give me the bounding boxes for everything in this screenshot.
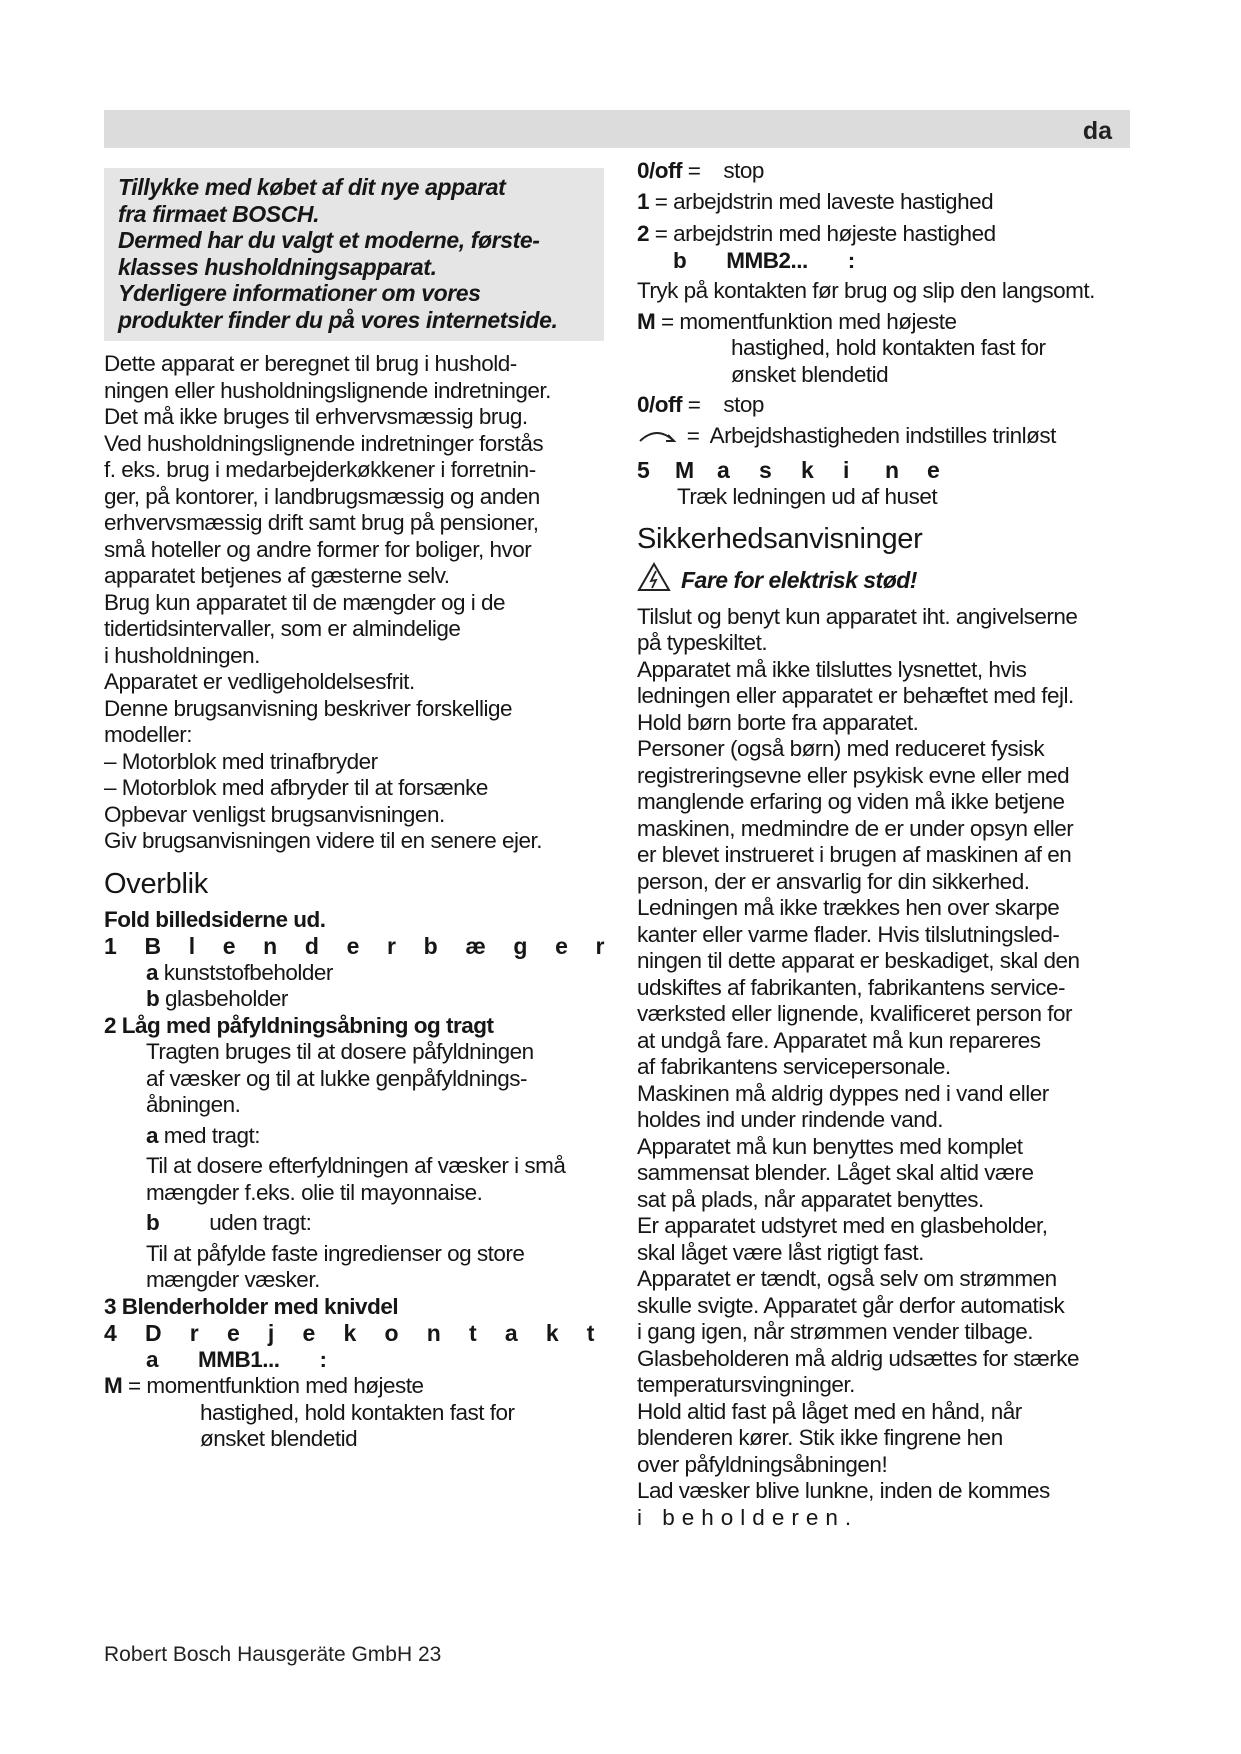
text-line: Denne brugsanvisning beskriver forskellige [104,695,512,721]
letter: B [144,933,161,959]
letter: b [423,933,438,959]
m-setting [637,309,1137,336]
text-line: manglende erfaring og viden må ikke betjene [637,789,1065,814]
text-line: holdes ind under rindende vand. [637,1107,943,1132]
colon: : [319,1346,327,1372]
text-line: Apparatet er tændt, også selv om strømmen [637,1266,1057,1291]
press-instruction: Tryk på kontakten før brug og slip den langsomt. [637,278,1095,303]
setting-text: = arbejdstrin med højeste hastighed [649,221,996,246]
text-line: Apparatet må kun benyttes med komplet [637,1133,1023,1159]
setting-text: = stop [682,392,764,417]
letter: e [927,457,940,483]
intro-box [104,168,604,341]
right-column [637,158,1137,1531]
setting-text: = Arbejdshastigheden indstilles trinløst [681,422,1056,448]
letter: e [222,933,236,959]
item-1-heading [104,933,604,960]
warning-text: Fare for elektrisk stød! [681,566,917,593]
letter: M [675,457,694,483]
text-line: er blevet instrueret i brugen af maskinen af en [637,842,1072,867]
intro-line: Tillykke med købet af dit nye apparat [118,174,506,200]
text-line: Det må ikke bruges til erhvervsmæssig brug. [104,404,528,429]
text-line: Hold altid fast på låget med en hånd, når [637,1398,1022,1424]
text-line: skulle svigte. Apparatet går derfor automatisk [637,1292,1065,1318]
sub-letter: b [673,247,687,273]
text-line: temperatursvingninger. [637,1372,855,1397]
text-line: Dette apparat er beregnet til brug i hushold- [104,351,517,376]
letter: n [885,457,899,483]
text-line: hastighed, hold kontakten fast for [731,335,1046,360]
intro-line: Dermed har du valgt et moderne, første- [118,227,540,253]
text-line: af væsker og til at lukke genpåfyldnings- [146,1065,527,1091]
setting-text: = momentfunktion med højeste [655,308,957,334]
sub-letter: a [146,1346,159,1372]
text-line: maskinen, medmindre de er under opsyn eller [637,815,1074,841]
item-2a [146,1123,604,1150]
item-number: 4 [104,1320,117,1346]
letter: g [513,933,527,959]
letter: e [555,933,568,959]
text-line: Glasbeholderen må aldrig udsættes for stærke [637,1345,1079,1371]
letter: j [267,1320,274,1346]
text-line: Apparatet må ikke tilsluttes lysnettet, hvis [637,656,1027,682]
text-line: sat på plads, når apparatet benyttes. [637,1186,984,1212]
text-line: skal låget være låst rigtigt fast. [637,1239,924,1265]
letter: n [426,1320,441,1346]
letter: a [717,457,730,483]
model-name: MMB2... [726,247,808,273]
setting-text: = arbejdstrin med laveste hastighed [649,188,994,214]
letter: r [387,933,396,959]
left-column [104,168,604,1453]
setting-label: M [104,1373,123,1398]
text-line: i gang igen, når strømmen vender tilbage. [637,1319,1033,1344]
letter: r [189,1320,199,1346]
safety-text [637,604,1137,1532]
warning-triangle-icon [637,562,681,598]
item-5-text: Træk ledningen ud af huset [677,483,938,509]
text-line: små hoteller og andre former for boliger, hvor [104,536,532,562]
text-line: f. eks. brug i medarbejderkøkkener i forretnin- [104,457,536,482]
text-line: i husholdningen. [104,642,260,668]
text-line: – Motorblok med trinafbryder [104,748,378,774]
text-line: på typeskiltet. [637,630,768,655]
overview-heading: Overblik [104,867,208,900]
text-line: blenderen kører. Stik ikke fingrene hen [637,1425,1003,1450]
item-5-heading [637,457,1137,484]
setting-label: 0/off [637,392,682,417]
text-line: ningen til dette apparat er beskadiget, skal den [637,948,1080,973]
letter: i [843,457,849,483]
text-line: registreringsevne eller psykisk evne eller med [637,762,1070,788]
setting-text: = stop [682,158,764,183]
text-line: Lad væsker blive lunkne, inden de kommes [637,1478,1050,1503]
letter: D [144,1320,162,1346]
text-line: at undgå fare. Apparatet må kun repareres [637,1027,1041,1053]
safety-heading: Sikkerhedsanvisninger [637,523,923,555]
text-line: mængder f.eks. olie til mayonnaise. [146,1179,483,1205]
letter: e [226,1320,240,1346]
text-line: apparatet betjenes af gæsterne selv. [104,563,450,588]
text-line: Tragten bruges til at dosere påfyldningen [146,1039,534,1064]
text-line: person, der er ansvarlig for din sikkerhed. [637,868,1030,894]
letter: s [759,457,772,483]
text-line: kanter eller varme flader. Hvis tilslutningsled- [637,921,1060,947]
intro-line: fra firmaet BOSCH. [118,200,320,227]
text-line: Giv brugsanvisningen videre til en senere ejer. [104,828,543,853]
text-line: over påfyldningsåbningen! [637,1451,888,1477]
text-line: ningen eller husholdningslignende indretninger. [104,377,551,403]
text-line: Er apparatet udstyret med en glasbeholder, [637,1213,1048,1238]
intended-use-paragraph [104,351,604,855]
sub-letter: b [146,986,160,1011]
item-3-heading: 3 Blenderholder med knivdel [104,1293,399,1319]
text-line: værksted eller lignende, kvalificeret person for [637,1001,1072,1026]
letter: æ [465,933,486,959]
text-line: Ledningen må ikke trækkes hen over skarpe [637,895,1060,920]
intro-line: Yderligere informationer om vores [118,280,481,306]
speed-1-setting [637,189,1137,216]
letter: t [468,1320,477,1346]
off-setting [637,392,1137,419]
text-line: Opbevar venligst brugsanvisningen. [104,801,445,827]
text-line: sammensat blender. Låget skal altid være [637,1160,1034,1185]
setting-label: 0/off [637,158,682,183]
letter: k [343,1320,356,1346]
text-line: Maskinen må aldrig dyppes ned i vand eller [637,1080,1049,1106]
fold-instruction: Fold billedsiderne ud. [104,906,326,932]
setting-label: 1 [637,188,650,214]
text-line: af fabrikantens servicepersonale. [637,1054,951,1079]
model-name: MMB1... [198,1346,280,1372]
sub-text: uden tragt: [209,1210,312,1235]
text-line: mængder væsker. [146,1267,320,1292]
text-line: hastighed, hold kontakten fast for [200,1399,515,1425]
letter: n [263,933,277,959]
text-line: Hold børn borte fra apparatet. [637,709,919,735]
intro-line: produkter finder du på vores internetside. [118,306,558,333]
speed-2-setting [637,221,1137,248]
item-2-heading: 2 Låg med påfyldningsåbning og tragt [104,1012,494,1038]
text-line: tidertidsintervaller, som er almindelige [104,616,461,641]
m-setting [104,1373,604,1400]
item-1b [104,986,604,1013]
item-2-description [104,1039,604,1294]
variable-speed-setting [637,423,1137,452]
sub-letter: b [146,1210,160,1235]
sub-letter: a [146,959,159,985]
item-4a-model [104,1347,604,1374]
setting-label: 2 [637,221,650,246]
variable-speed-icon [637,423,681,452]
text-line: Til at påfylde faste ingredienser og store [146,1240,525,1266]
item-number: 1 [104,933,117,959]
text-line: ønsket blendetid [200,1426,358,1451]
letter: r [595,933,604,959]
text-line: åbningen. [146,1092,241,1117]
intro-line: klasses husholdningsapparat. [118,253,437,280]
letter: e [302,1320,315,1346]
text-line: erhvervsmæssig drift samt brug på pensioner, [104,510,539,535]
header-bar [104,110,1130,148]
sub-text: kunststofbeholder [158,959,333,985]
text-line: ledningen eller apparatet er behæftet med fejl. [637,683,1074,708]
sub-letter: a [146,1122,159,1148]
letter: o [384,1320,399,1346]
text-line: modeller: [104,722,193,747]
off-setting [637,158,1137,185]
letter: l [188,933,195,959]
page-footer: Robert Bosch Hausgeräte GmbH 23 [104,1643,442,1666]
colon: : [847,247,855,273]
setting-label: M [637,308,656,334]
letter: t [586,1320,594,1346]
language-code: da [1082,117,1112,145]
item-number: 5 [637,457,650,483]
sub-text: med tragt: [158,1122,261,1148]
letter: a [504,1320,518,1346]
text-line: udskiftes af fabrikanten, fabrikantens service- [637,974,1065,1000]
model-b [637,248,1137,275]
item-1a [104,960,604,987]
text-line: Ved husholdningslignende indretninger forstås [104,430,544,456]
text-line: i beholderen. [637,1504,859,1530]
text-line: Til at dosere efterfyldningen af væsker i små [146,1153,566,1178]
text-line: Apparatet er vedligeholdelsesfrit. [104,669,415,694]
setting-text: = momentfunktion med højeste [122,1373,424,1398]
sub-text: glasbeholder [159,986,288,1011]
text-line: ønsket blendetid [731,361,889,387]
warning-line [637,562,1137,598]
letter: k [801,457,814,483]
letter: d [304,933,319,959]
text-line: Tilslut og benyt kun apparatet iht. angivelserne [637,603,1078,629]
text-line: – Motorblok med afbryder til at forsænke [104,775,488,800]
text-line: ger, på kontorer, i landbrugsmæssig og anden [104,483,540,509]
letter: k [545,1320,559,1346]
letter: e [346,933,359,959]
item-2b [146,1210,604,1237]
text-line: Brug kun apparatet til de mængder og i de [104,589,506,615]
item-4-heading [104,1320,604,1347]
text-line: Personer (også børn) med reduceret fysisk [637,736,1045,761]
